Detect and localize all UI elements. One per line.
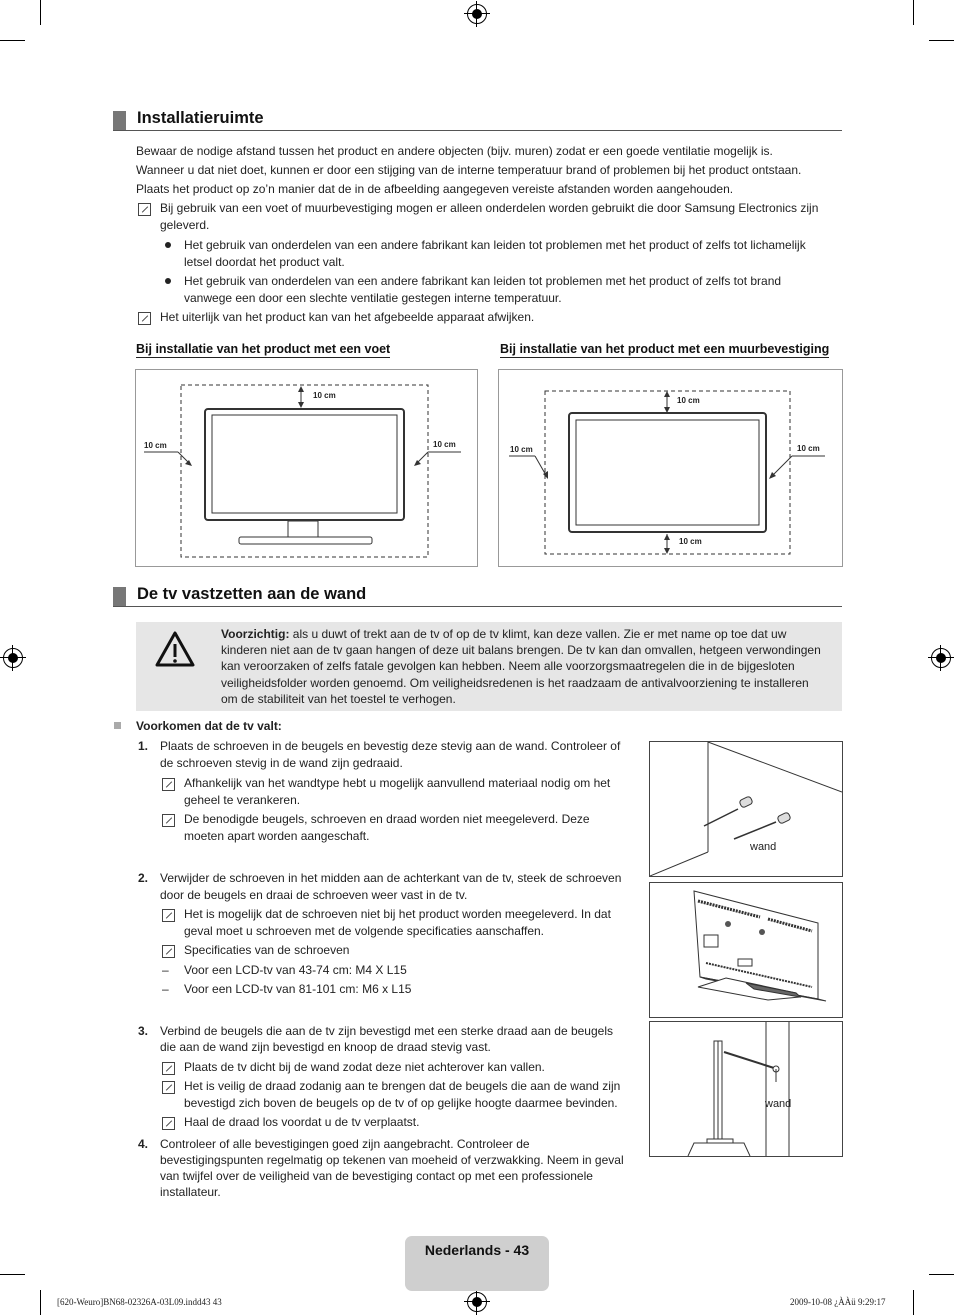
caution-line: veiligheidsfolder worden genoemd. Om veiligheidsredenen is het raadzaam de antivalvoorziening te installeren [221,676,809,690]
distance-label-bottom: 10 cm [679,537,702,546]
tv-rear-bracket-illustration [649,882,843,1018]
stand-clearance-diagram [135,369,478,567]
caution-line: kinderen niet aan de tv gaan hangen of deze uit balans brengen. De tv kan dan omvallen, hetgeen verwondingen [221,643,821,657]
crop-mark [0,1274,25,1275]
step-line: door de beugels en draai de schroeven weer vast in de tv. [160,888,468,902]
distance-label-left: 10 cm [510,445,533,454]
wall-install-label: Bij installatie van het product met een muurbevestiging [500,342,830,356]
registration-mark-icon [931,648,951,668]
crop-mark [40,0,41,25]
note-line: Het is mogelijk dat de schroeven niet bij het product worden meegeleverd. In dat [184,907,611,921]
step-line: de schroeven stevig in de wand zijn gedraaid. [160,756,403,770]
caution-line: kan veroorzaken of zelfs fatale gevolgen kan hebben. Neem alle voorzorgsmaatregelen die in de bijgesloten [221,659,795,673]
warning-icon [155,631,195,667]
distance-label-top: 10 cm [677,396,700,405]
spec-line: Voor een LCD-tv van 81-101 cm: M6 x L15 [184,982,412,996]
wall-label: wand [765,1098,792,1110]
step-line: Controleer of alle bevestigingen goed zijn aangebracht. Controleer de [160,1137,530,1151]
note-icon [162,1081,175,1094]
note-icon [162,778,175,791]
distance-label-right: 10 cm [797,444,820,453]
dash: – [162,963,169,977]
wire-connection-illustration [649,1021,843,1157]
step-line: die aan de wand zijn bevestigd en knoop de draad stevig vast. [160,1040,491,1054]
section-heading-wall-fixing [113,587,842,607]
step-line: Plaats de schroeven in de beugels en bevestig deze stevig aan de wand. Controleer of [160,739,621,753]
bullet-icon [165,242,171,248]
spec-line: Voor een LCD-tv van 43-74 cm: M4 X L15 [184,963,407,977]
dash: – [162,982,169,996]
caution-box [136,622,842,711]
step-line: bevestigingspunten regelmatig op tekenen van moeheid of verzwakking. Neem in geval [160,1153,624,1167]
registration-mark-icon [467,1292,487,1312]
note-line: Het uiterlijk van het product kan van het afgebeelde apparaat afwijken. [160,310,535,324]
note-icon [162,1117,175,1130]
crop-mark [913,1290,914,1315]
bullet-line: Het gebruik van onderdelen van een andere fabrikant kan leiden tot problemen met het product of zelfs tot lichamelijk [184,238,806,252]
note-line: geheel te verankeren. [184,793,301,807]
crop-mark [929,40,954,41]
section-title: De tv vastzetten aan de wand [137,585,367,603]
wall-label: wand [750,841,777,853]
date-info: 2009-10-08 ¿ÀÀü 9:29:17 [790,1297,886,1307]
note-line: Specificaties van de schroeven [184,943,350,957]
paragraph-line: Bewaar de nodige afstand tussen het product en andere objecten (bijv. muren) zodat er een goede ventilatie mogelijk is. [136,144,773,158]
wall-clearance-diagram [498,369,843,567]
section-title: Installatieruimte [137,109,264,127]
bullet-icon [165,278,171,284]
note-line: Het is veilig de draad zodanig aan te brengen dat de beugels die aan de wand zijn [184,1079,621,1093]
registration-mark-icon [467,4,487,24]
caution-label: Voorzichtig: [221,627,290,641]
crop-mark [0,40,25,41]
note-line: bevestigd zich boven de beugels op de tv of op gelijke hoogte daarmee bevinden. [184,1096,618,1110]
wall-bracket-illustration [649,741,843,877]
step-number: 1. [138,739,149,753]
page-number-tab [405,1236,549,1291]
paragraph-line: Wanneer u dat niet doet, kunnen er door een stijging van de interne temperatuur brand of problemen bij het product ontstaan. [136,163,802,177]
note-line: Bij gebruik van een voet of muurbevestiging mogen er alleen onderdelen worden gebruikt die door Samsung Electronics zijn [160,201,819,215]
note-icon [162,909,175,922]
bullet-line: vanwege een door een slechte ventilatie gestegen interne temperatuur. [184,291,562,305]
file-info: [620-Weuro]BN68-02326A-03L09.indd43 43 [57,1297,222,1307]
stand-install-label: Bij installatie van het product met een voet [136,342,391,356]
note-line: De benodigde beugels, schroeven en draad worden niet meegeleverd. Deze [184,812,590,826]
caution-line: om de stabiliteit van het toestel te verhogen. [221,692,456,706]
note-line: moeten apart worden aangeschaft. [184,829,370,843]
step-number: 4. [138,1137,149,1151]
registration-mark-icon [3,648,23,668]
note-icon [162,1062,175,1075]
note-line: Afhankelijk van het wandtype hebt u mogelijk aanvullend materiaal nodig om het [184,776,611,790]
note-line: Plaats de tv dicht bij de wand zodat deze niet achterover kan vallen. [184,1060,545,1074]
step-line: van twijfel over de veiligheid van de bevestiging contact op met een professionele [160,1169,593,1183]
note-icon [138,312,151,325]
crop-mark [929,1274,954,1275]
bullet-line: letsel doordat het product valt. [184,255,345,269]
note-line: Haal de draad los voordat u de tv verplaatst. [184,1115,420,1129]
step-number: 3. [138,1024,149,1038]
distance-label-right: 10 cm [433,440,456,449]
note-line: geval moet u schroeven met de volgende specificaties aanschaffen. [184,924,544,938]
distance-label-top: 10 cm [313,391,336,400]
note-icon [162,814,175,827]
page-label: Nederlands - 43 [424,1242,530,1258]
note-icon [162,945,175,958]
section-heading-installatieruimte [113,111,842,131]
note-icon [138,203,151,216]
crop-mark [40,1290,41,1315]
square-bullet-icon [114,722,121,729]
caution-line: Voorzichtig: als u duwt of trekt aan de tv of op de tv klimt, kan deze vallen. Zie er met name op toe dat uw [221,627,787,641]
note-line: geleverd. [160,218,210,232]
step-number: 2. [138,871,149,885]
paragraph-line: Plaats het product op zo’n manier dat de in de afbeelding aangegeven vereiste afstanden worden aangehouden. [136,182,734,196]
crop-mark [913,0,914,25]
bullet-line: Het gebruik van onderdelen van een andere fabrikant kan leiden tot problemen met het product of zelfs tot brand [184,274,782,288]
step-line: Verwijder de schroeven in het midden aan de achterkant van de tv, steek de schroeven [160,871,622,885]
prevent-title: Voorkomen dat de tv valt: [136,719,282,733]
step-line: installateur. [160,1185,221,1199]
step-line: Verbind de beugels die aan de tv zijn bevestigd met een sterke draad aan de beugels [160,1024,613,1038]
distance-label-left: 10 cm [144,441,167,450]
